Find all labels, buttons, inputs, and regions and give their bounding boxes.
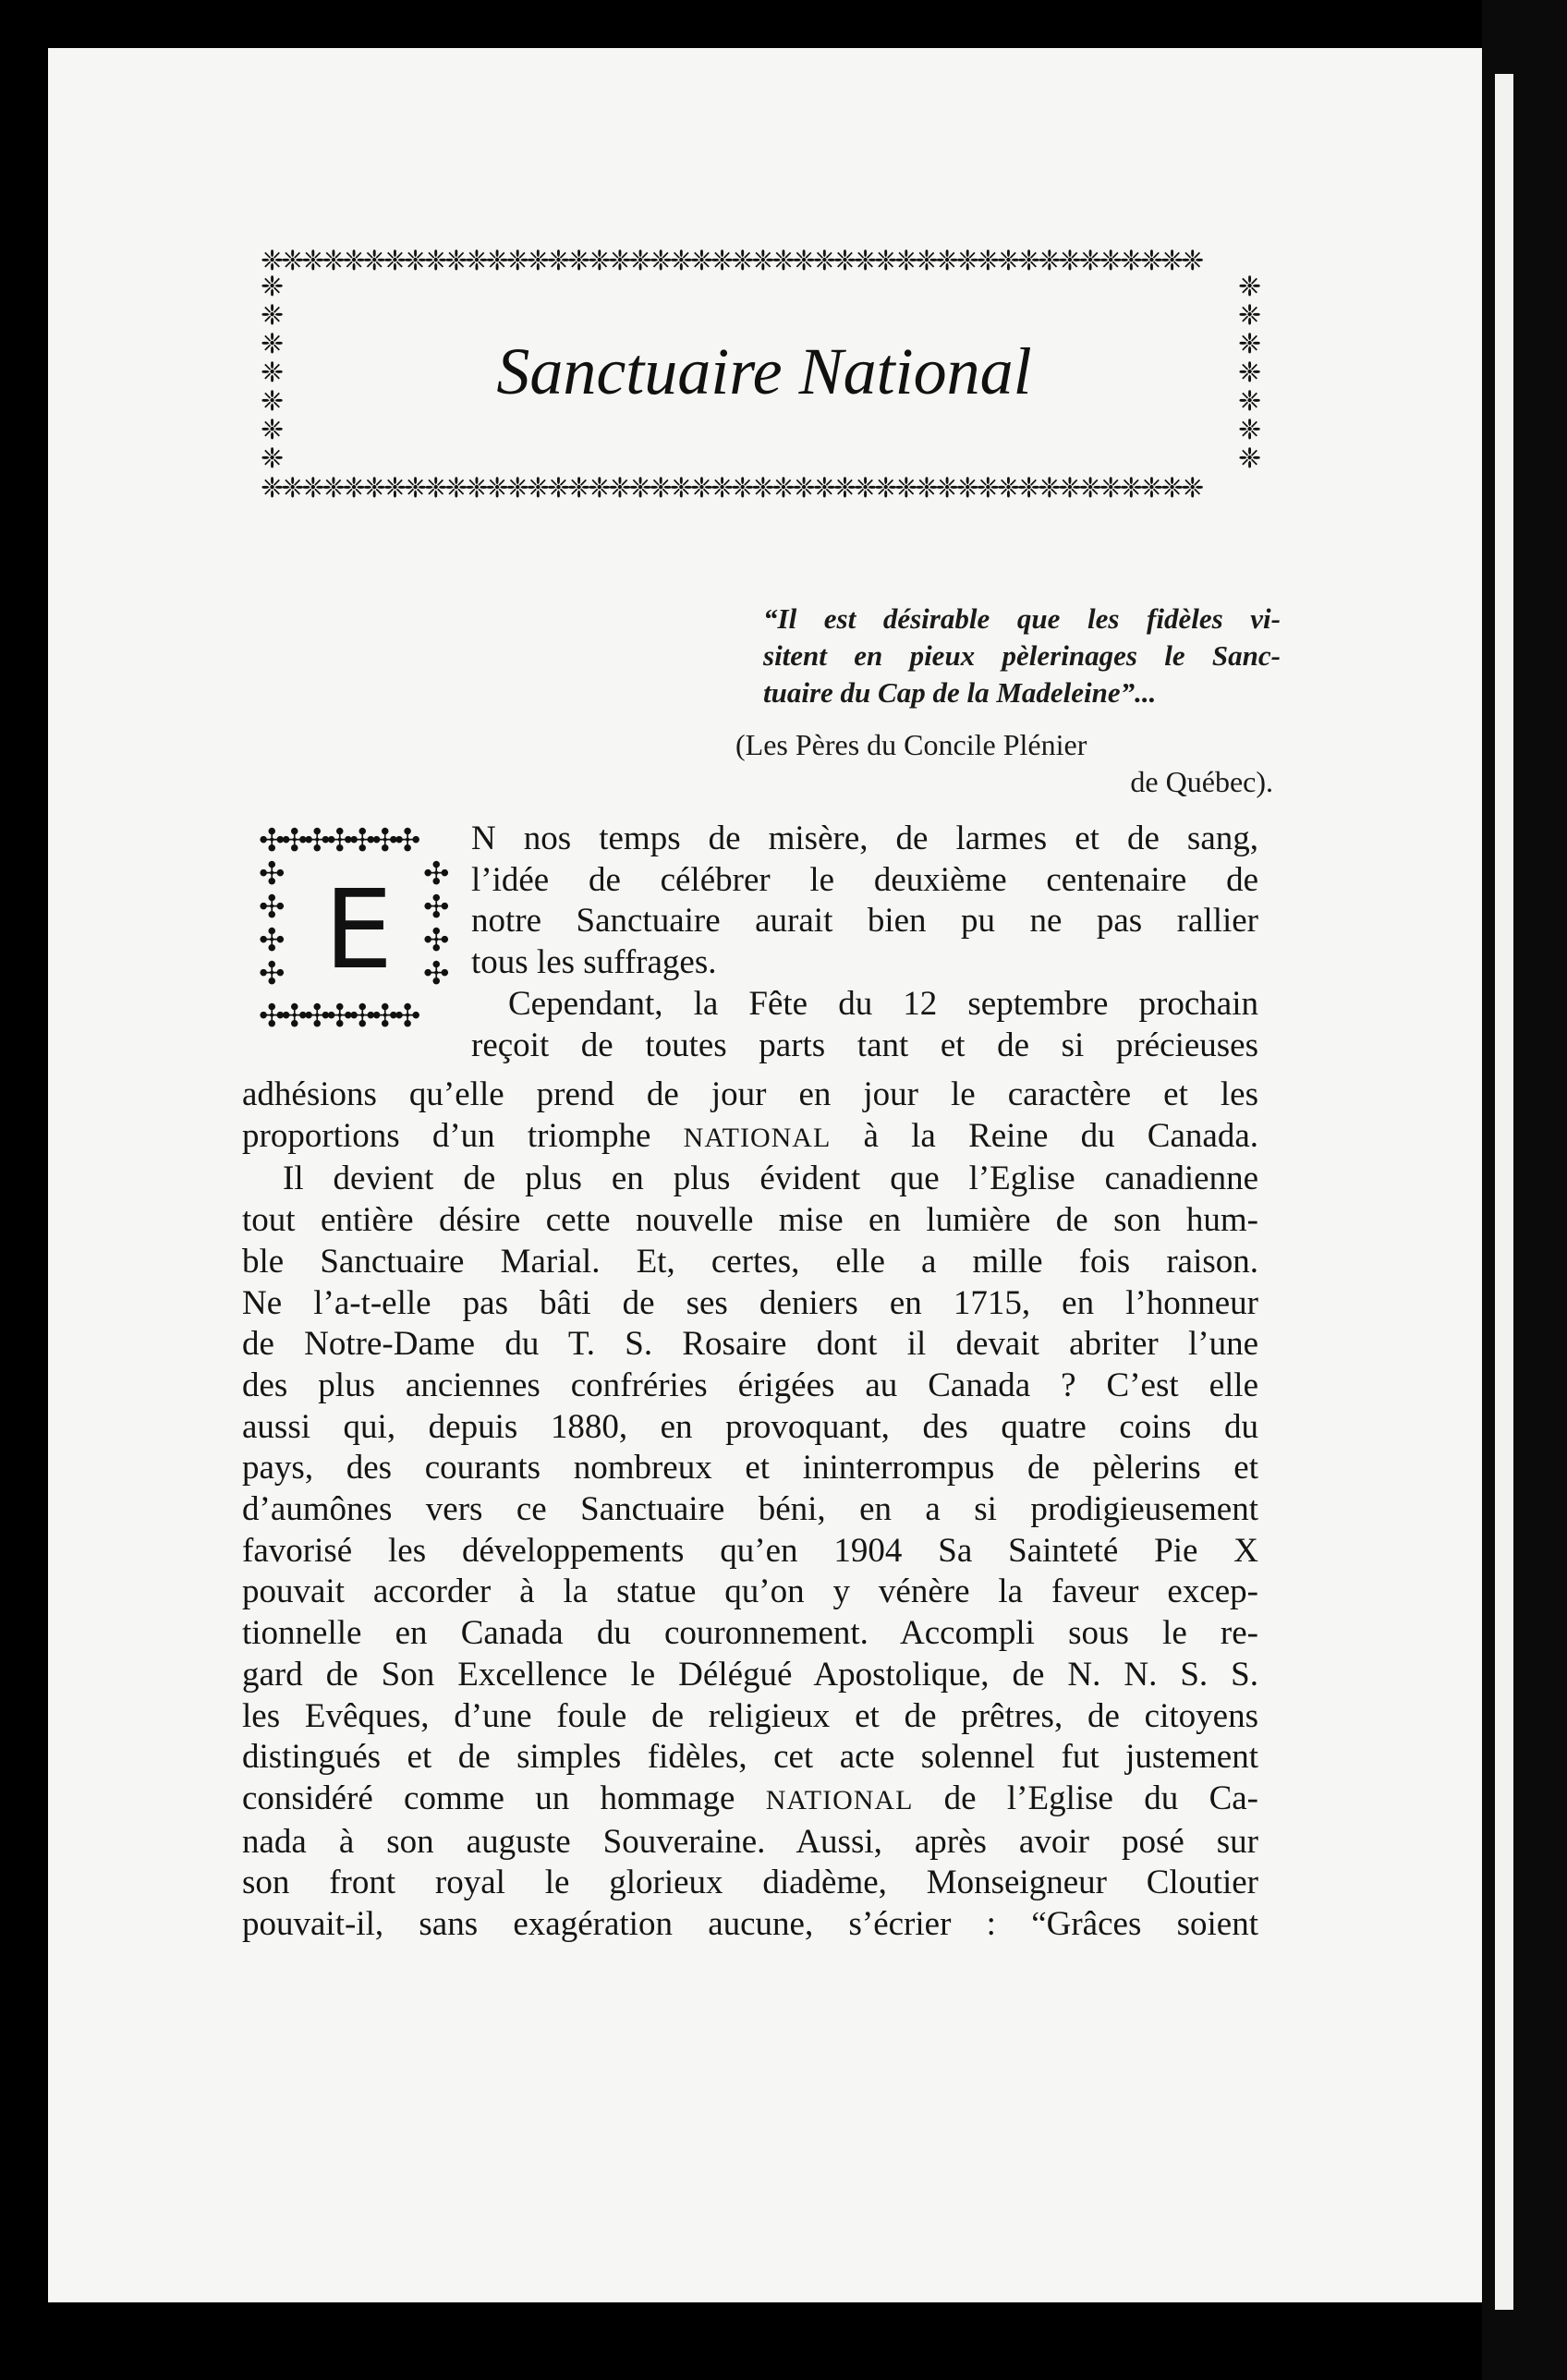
text-line: l’idée de célébrer le deuxième centenaire de [471, 860, 1258, 899]
epigraph-quote [763, 601, 1281, 711]
text-line: ble Sanctuaire Marial. Et, certes, elle a mille fois raison. [242, 1242, 1258, 1281]
text-line: son front royal le glorieux diadème, Monseigneur Cloutier [242, 1864, 1258, 1902]
attribution-line: (Les Pères du Concile Plénier [735, 728, 1087, 761]
fleuron-border-bottom: ❈❈❈❈❈❈❈❈❈❈❈❈❈❈❈❈❈❈❈❈❈❈❈❈❈❈❈❈❈❈❈❈❈❈❈❈❈❈❈❈❈❈❈❈❈❈ [261, 472, 1202, 504]
title-ornamental-frame [261, 245, 1268, 505]
text-line: notre Sanctuaire aurait bien pu ne pas rallier [471, 902, 1258, 941]
text-line: favorisé les développements qu’en 1904 Sa Sainteté Pie X [242, 1531, 1258, 1570]
text-line: pouvait-il, sans exagération aucune, s’écrier : “Grâces soient [242, 1905, 1258, 1944]
fleuron-border-right: ❈ ❈ ❈ ❈ ❈ ❈ ❈ [1238, 271, 1262, 475]
page-edge-stripe [1495, 74, 1513, 2310]
text-line: gard de Son Excellence le Délégué Apostolique, de N. N. S. S. [242, 1655, 1258, 1694]
small-caps-word: NATIONAL [765, 1784, 914, 1815]
epigraph-line: “Il est désirable que les fidèles vi- [763, 602, 1281, 635]
drop-cap-border-top: ✣✣✣✣✣✣✣ [259, 822, 418, 859]
text-line: proportions d’un triomphe NATIONAL à la Reine du Canada. [242, 1116, 1258, 1155]
paragraph-opening [471, 819, 1258, 1066]
text-line: tout entière désire cette nouvelle mise en lumière de son hum- [242, 1201, 1258, 1240]
text-line: de Notre-Dame du T. S. Rosaire dont il devait abriter l’une [242, 1325, 1258, 1364]
text-line: reçoit de toutes parts tant et de si précieuses [471, 1026, 1258, 1064]
text-line: pays, des courants nombreux et ininterrompus de pèlerins et [242, 1449, 1258, 1488]
drop-cap-letter: E [323, 866, 394, 993]
text-line: tionnelle en Canada du couronnement. Accompli sous le re- [242, 1614, 1258, 1653]
drop-cap-border-bottom: ✣✣✣✣✣✣✣ [259, 998, 418, 1035]
text-line: N nos temps de misère, de larmes et de sang, [471, 820, 1258, 857]
epigraph-line: sitent en pieux pèlerinages le Sanc- [763, 639, 1281, 672]
epigraph-attribution [735, 726, 1273, 800]
drop-cap-border-left: ✣ ✣ ✣ ✣ [259, 856, 285, 992]
drop-cap [259, 822, 458, 1040]
text-line: nada à son auguste Souveraine. Aussi, après avoir posé sur [242, 1822, 1258, 1861]
body-text [242, 1075, 1258, 1946]
epigraph-line: tuaire du Cap de la Madeleine”... [763, 676, 1157, 709]
text-line: des plus anciennes confréries érigées au Canada ? C’est elle [242, 1366, 1258, 1404]
fleuron-border-top: ❈❈❈❈❈❈❈❈❈❈❈❈❈❈❈❈❈❈❈❈❈❈❈❈❈❈❈❈❈❈❈❈❈❈❈❈❈❈❈❈❈❈❈❈❈❈ [261, 245, 1202, 277]
text-line: adhésions qu’elle prend de jour en jour le caractère et les [242, 1075, 1258, 1113]
text-line: distingués et de simples fidèles, cet acte solennel fut justement [242, 1738, 1258, 1777]
text-line: Il devient de plus en plus évident que l’Eglise canadienne [283, 1160, 1258, 1198]
attribution-line: de Québec). [1130, 765, 1273, 798]
fleuron-border-left: ❈ ❈ ❈ ❈ ❈ ❈ ❈ [261, 271, 285, 475]
text-line: Cependant, la Fête du 12 septembre prochain [508, 984, 1258, 1023]
text-line: pouvait accorder à la statue qu’on y vénère la faveur excep- [242, 1572, 1258, 1611]
drop-cap-border-right: ✣ ✣ ✣ ✣ [423, 856, 450, 992]
text-line: considéré comme un hommage NATIONAL de l’Eglise du Ca- [242, 1779, 1258, 1817]
text-line: aussi qui, depuis 1880, en provoquant, des quatre coins du [242, 1407, 1258, 1446]
text-line: tous les suffrages. [471, 943, 717, 982]
small-caps-word: NATIONAL [683, 1122, 832, 1153]
text-line: les Evêques, d’une foule de religieux et de prêtres, de citoyens [242, 1696, 1258, 1735]
text-line: Ne l’a-t-elle pas bâti de ses deniers en 1715, en l’honneur [242, 1283, 1258, 1322]
page-title: Sanctuaire National [496, 334, 1032, 408]
text-line: d’aumônes vers ce Sanctuaire béni, en a si prodigieusement [242, 1490, 1258, 1529]
